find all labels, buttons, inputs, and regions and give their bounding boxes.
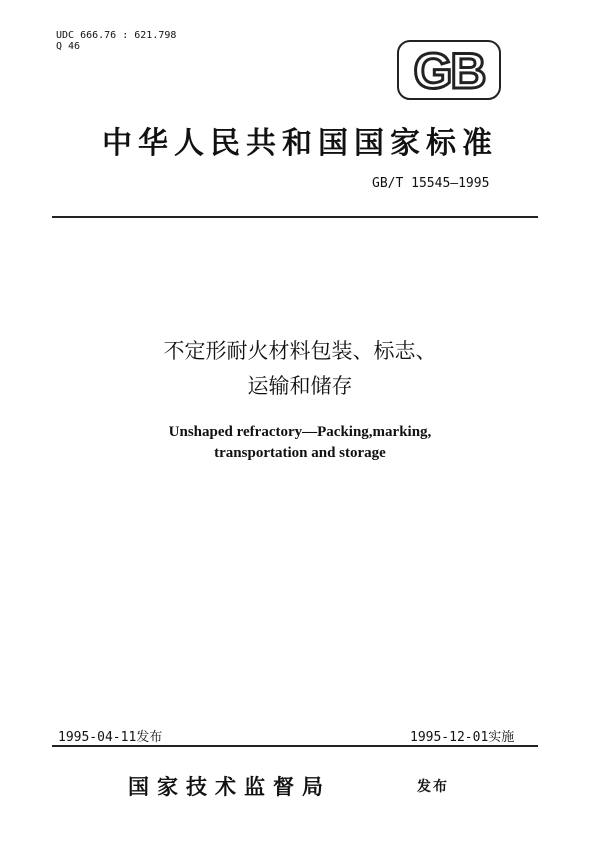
chinese-title-line-2: 运输和储存 xyxy=(247,374,353,398)
issue-date: 1995-04-11发布 xyxy=(58,730,163,745)
implementation-date: 1995-12-01实施 xyxy=(410,730,515,745)
classification-code: Q 46 xyxy=(56,41,81,52)
header-divider xyxy=(52,216,538,218)
english-title-line-1: Unshaped refractory—Packing,marking, xyxy=(168,424,432,440)
english-title-line-2: transportation and storage xyxy=(214,445,386,461)
publish-label: 发布 xyxy=(417,779,449,795)
udc-code: UDC 666.76 : 621.798 xyxy=(56,30,177,41)
gb-logo-text: GB xyxy=(413,43,485,99)
standard-number: GB/T 15545—1995 xyxy=(372,176,490,191)
gb-logo xyxy=(397,40,501,100)
chinese-title-line-1: 不定形耐火材料包装、标志、 xyxy=(163,339,437,363)
issuing-authority: 国家技术监督局 xyxy=(128,774,331,799)
footer-divider xyxy=(52,745,538,747)
standard-category-title: 中华人民共和国国家标准 xyxy=(102,126,498,161)
